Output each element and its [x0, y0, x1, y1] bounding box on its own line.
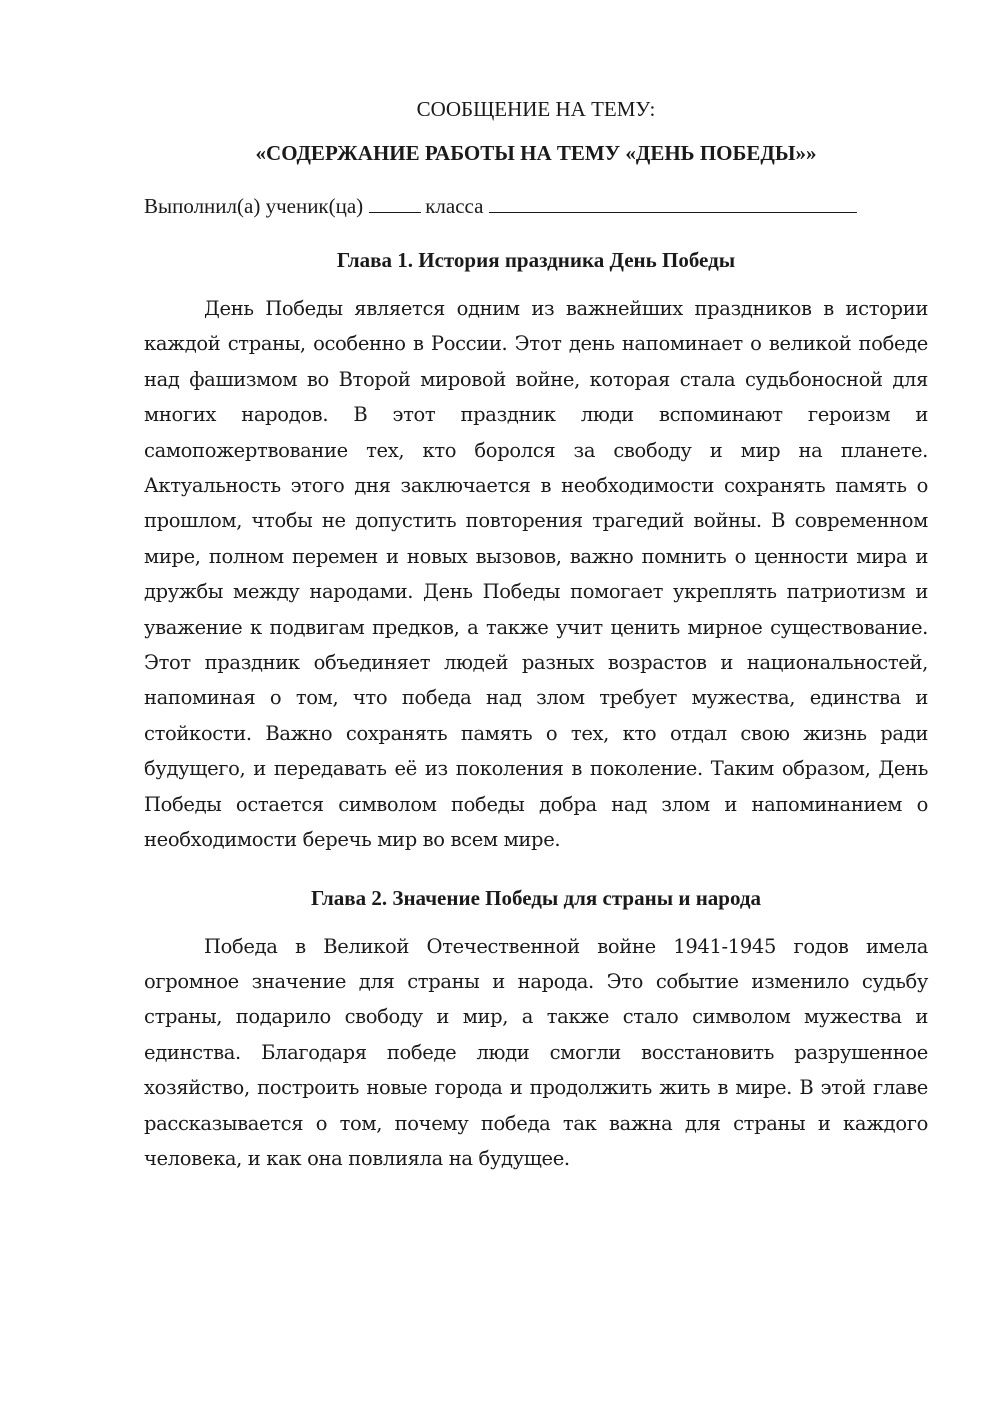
document-title-line-2: «СОДЕРЖАНИЕ РАБОТЫ НА ТЕМУ «ДЕНЬ ПОБЕДЫ»» [255, 141, 817, 165]
chapter-2-paragraph: Победа в Великой Отечественной войне 1941-1945 годов имела огромное значение для страны и народа. Это событие изменило судьбу страны, подарило свободу и мир, а также стало символом мужества и единства. Благодаря победе люди смогли восстановить разрушенное хозяйство, построить новые города и продолжить жить в мире. В этой главе рассказывается о том, почему победа так важна для страны и каждого человека, и как она повлияла на будущее. [144, 934, 928, 1170]
document-page [144, 90, 928, 1176]
document-title-line-1: СООБЩЕНИЕ НА ТЕМУ: [416, 97, 656, 121]
chapter-1-heading: Глава 1. История праздника День Победы [336, 248, 736, 272]
chapter-1-paragraph: День Победы является одним из важнейших праздников в истории каждой страны, особенно в России. Этот день напоминает о великой победе над фашизмом во Второй мировой войне, которая стала судьбоносной для многих народов. В этот праздник люди вспоминают героизм и самопожертвование тех, кто боролся за свободу и мир на планете. Актуальность этого дня заключается в необходимости сохранять память о прошлом, чтобы не допустить повторения трагедий войны. В современном мире, полном перемен и новых вызовов, важно помнить о ценности мира и дружбы между народами. День Победы помогает укреплять патриотизм и уважение к подвигам предков, а также учит ценить мирное существование. Этот праздник объединяет людей разных возрастов и национальностей, напоминая о том, что победа над злом требует мужества, единства и стойкости. Важно сохранять память о тех, кто отдал свою жизнь ради будущего, и передавать её из поколения в поколение. Таким образом, День Победы остается символом победы добра над злом и напоминанием о необходимости беречь мир во всем мире. [144, 297, 928, 852]
class-label: класса [425, 194, 484, 218]
grade-blank-field [369, 190, 421, 213]
author-line [144, 190, 928, 221]
name-blank-field [489, 190, 857, 213]
author-prefix: Выполнил(а) ученик(ца) [144, 194, 364, 218]
chapter-2-heading: Глава 2. Значение Победы для страны и народа [311, 885, 761, 910]
